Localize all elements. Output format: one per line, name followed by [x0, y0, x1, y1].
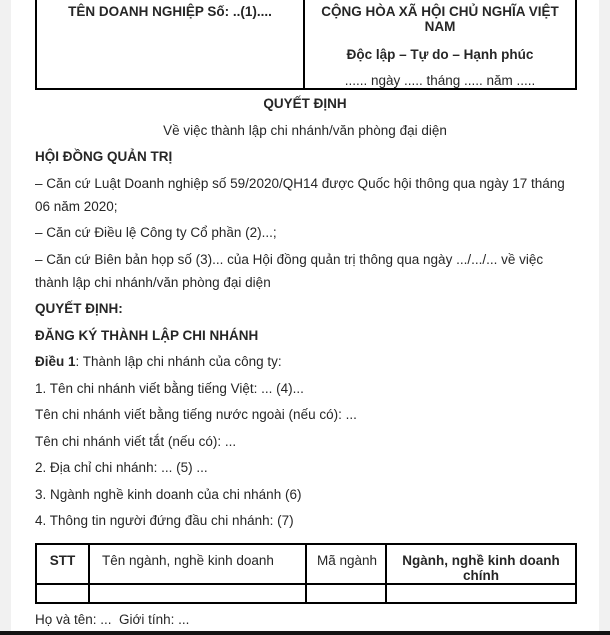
preamble-clause: – Căn cứ Điều lệ Công ty Cổ phần (2)...; — [35, 225, 277, 240]
preamble-clause: – Căn cứ Biên bản họp số (3)... của Hội đồng quản trị thông qua ngày .../.../... về việc thành lập chi nhánh/văn phòng đại diện — [35, 251, 544, 290]
col-header-business-name: Tên ngành, nghề kinh doanh — [89, 544, 306, 584]
item-branch-business-lines: 3. Ngành nghề kinh doanh của chi nhánh (6) — [35, 486, 302, 502]
motto-line: Độc lập – Tự do – Hạnh phúc — [346, 47, 534, 62]
article-1-line — [35, 350, 575, 373]
issuer-heading: HỘI ĐỒNG QUẢN TRỊ — [35, 149, 173, 164]
article-1-label: Điều 1 — [35, 354, 76, 369]
item-branch-name-abbr: Tên chi nhánh viết tắt (nếu có): ... — [35, 433, 237, 449]
empty-cell-industry-code — [306, 584, 386, 603]
item-branch-name-foreign: Tên chi nhánh viết bằng tiếng nước ngoài (nếu có): ... — [35, 407, 357, 422]
letterhead-table — [35, 0, 577, 90]
col-header-stt: STT — [36, 544, 89, 584]
empty-cell-business-name — [89, 584, 306, 603]
document-body — [35, 92, 575, 532]
preamble-clause: – Căn cứ Luật Doanh nghiệp số 59/2020/QH14 được Quốc hội thông qua ngày 17 tháng 06 năm 2020; — [35, 175, 565, 214]
document-subtitle: Về việc thành lập chi nhánh/văn phòng đại diện — [163, 122, 447, 138]
col-header-industry-code: Mã ngành — [306, 544, 386, 584]
article-1-text: : Thành lập chi nhánh của công ty: — [75, 354, 282, 369]
decision-heading: QUYẾT ĐỊNH: — [35, 301, 123, 316]
item-branch-head-info: 4. Thông tin người đứng đầu chi nhánh: (7) — [35, 513, 294, 528]
head-person-name-gender-line: Họ và tên: ... Giới tính: ... — [35, 612, 190, 627]
date-placeholder-line: ...... ngày ..... tháng ..... năm ..... — [344, 73, 536, 88]
item-branch-name-vi: 1. Tên chi nhánh viết bằng tiếng Việt: ... (4)... — [35, 380, 304, 396]
company-name-line: TÊN DOANH NGHIỆP Số: ..(1).... — [68, 4, 272, 19]
national-title-line: CỘNG HÒA XÃ HỘI CHỦ NGHĨA VIỆT NAM — [321, 4, 559, 34]
business-lines-table — [35, 543, 577, 604]
empty-cell-main-business — [386, 584, 576, 603]
business-table-empty-row — [36, 584, 576, 603]
register-heading: ĐĂNG KÝ THÀNH LẬP CHI NHÁNH — [35, 327, 259, 343]
document-title: QUYẾT ĐỊNH — [263, 96, 347, 111]
bottom-edge-bar — [0, 631, 610, 635]
item-branch-address: 2. Địa chỉ chi nhánh: ... (5) ... — [35, 460, 208, 475]
document-page — [35, 0, 575, 631]
letterhead-national-cell — [304, 0, 576, 89]
left-gutter — [0, 0, 11, 631]
empty-cell-stt — [36, 584, 89, 603]
business-table-header-row — [36, 544, 576, 584]
col-header-main-business: Ngành, nghề kinh doanh chính — [386, 544, 576, 584]
right-gutter — [599, 0, 610, 631]
letterhead-company-cell — [36, 0, 304, 89]
